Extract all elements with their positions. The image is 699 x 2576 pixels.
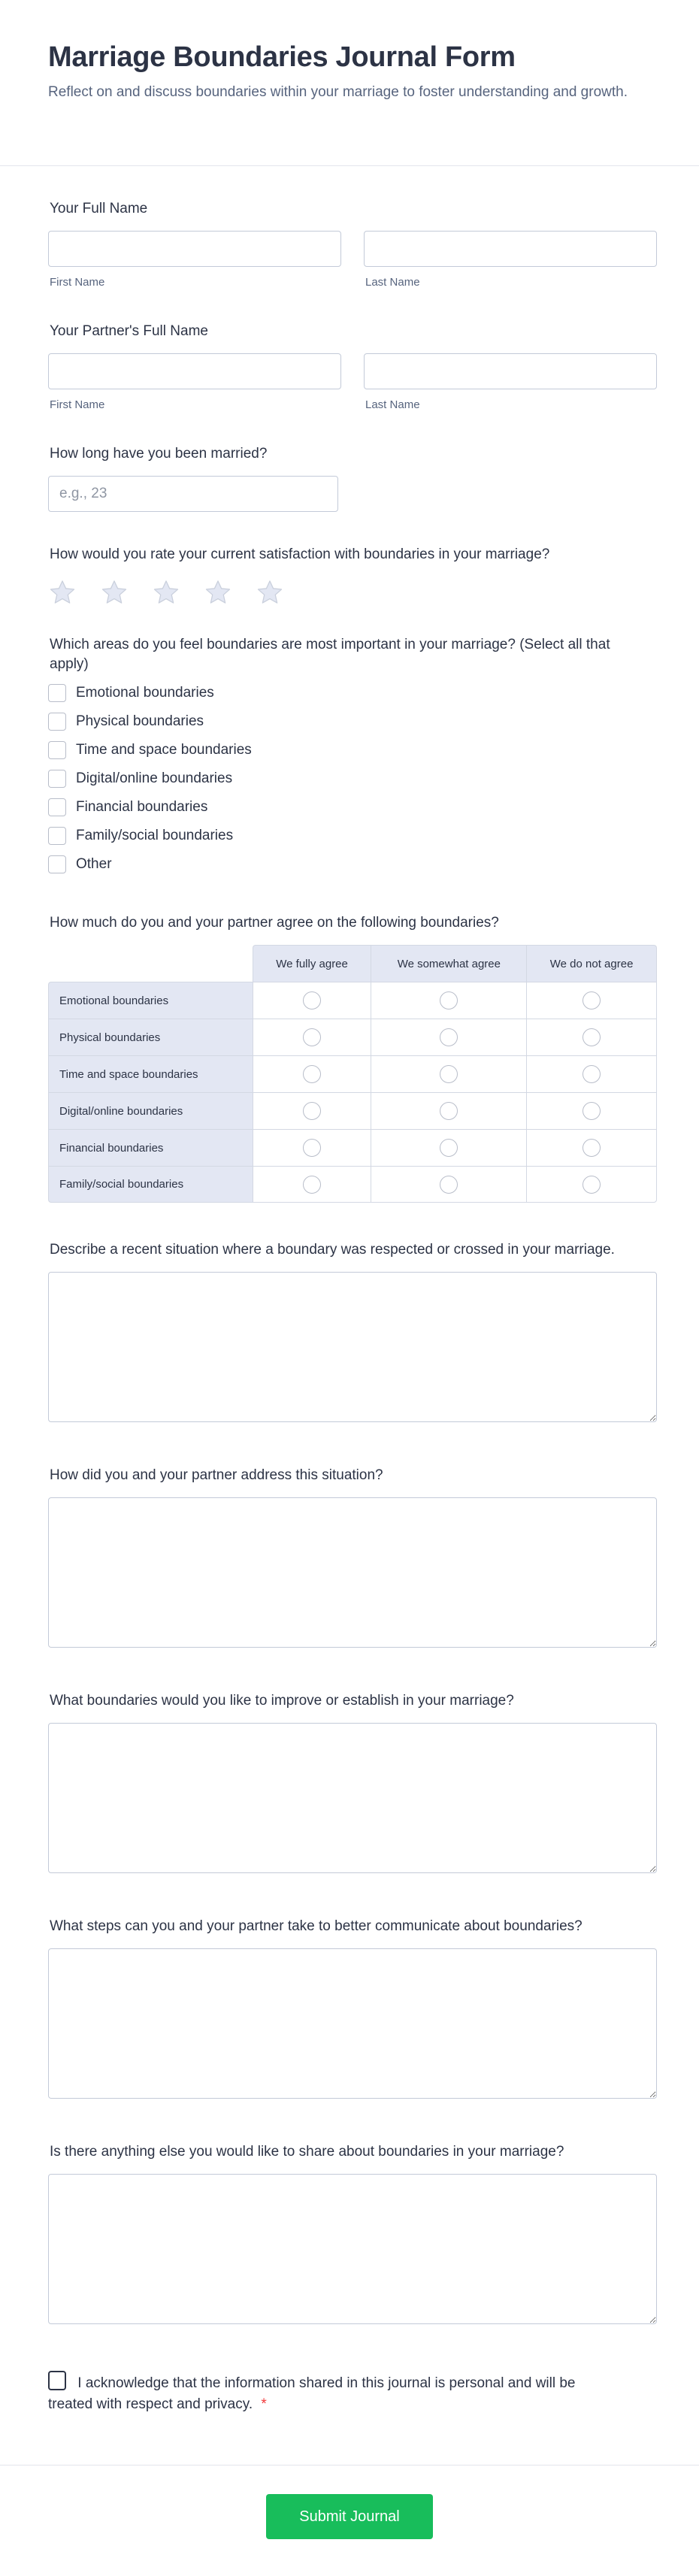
partner-name-label: Your Partner's Full Name xyxy=(50,323,208,339)
checkbox[interactable] xyxy=(48,827,66,845)
radio-button[interactable] xyxy=(582,991,601,1010)
matrix-cell xyxy=(371,1019,526,1055)
matrix-cell xyxy=(253,1055,371,1092)
checkbox-label: Time and space boundaries xyxy=(76,742,252,758)
textarea-label: How did you and your partner address this situation? xyxy=(50,1467,383,1483)
textarea-label: Describe a recent situation where a boundary was respected or crossed in your marriage. xyxy=(50,1242,615,1258)
matrix-row-header: Physical boundaries xyxy=(48,1019,253,1055)
matrix-row xyxy=(48,1019,657,1055)
matrix-cell xyxy=(253,1129,371,1166)
matrix-cell xyxy=(371,1166,526,1203)
married-duration-input[interactable] xyxy=(48,476,338,512)
matrix-cell xyxy=(253,1092,371,1129)
checkbox-option[interactable] xyxy=(48,793,657,822)
radio-button[interactable] xyxy=(303,1102,321,1120)
radio-button[interactable] xyxy=(303,1028,321,1046)
checkbox[interactable] xyxy=(48,713,66,731)
form-header xyxy=(0,0,699,166)
full-name-label: Your Full Name xyxy=(50,201,148,216)
star-outline-icon[interactable] xyxy=(152,578,180,607)
acknowledgement-text: I acknowledge that the information shared in this journal is personal and will be treated with respect and privacy. xyxy=(48,2375,576,2412)
matrix-row-header: Financial boundaries xyxy=(48,1129,253,1166)
matrix-cell xyxy=(371,1129,526,1166)
matrix-cell xyxy=(371,1055,526,1092)
radio-button[interactable] xyxy=(582,1176,601,1194)
response-textarea[interactable] xyxy=(48,1948,657,2099)
matrix-cell xyxy=(526,1129,657,1166)
checkbox[interactable] xyxy=(48,770,66,788)
matrix-row-header: Family/social boundaries xyxy=(48,1166,253,1203)
checkbox-option[interactable] xyxy=(48,736,657,764)
star-outline-icon[interactable] xyxy=(48,578,77,607)
matrix-row-header: Digital/online boundaries xyxy=(48,1092,253,1129)
acknowledgement-field xyxy=(48,2324,657,2415)
checkbox[interactable] xyxy=(48,798,66,816)
textarea-questions xyxy=(48,1203,657,2324)
textarea-label: What steps can you and your partner take to better communicate about boundaries? xyxy=(50,1918,582,1934)
checkbox[interactable] xyxy=(48,684,66,702)
agreement-matrix-label: How much do you and your partner agree on the following boundaries? xyxy=(50,915,499,931)
radio-button[interactable] xyxy=(440,991,458,1010)
matrix-row xyxy=(48,1166,657,1203)
checkbox-label: Emotional boundaries xyxy=(76,685,214,701)
first-name-input[interactable] xyxy=(48,231,341,267)
checkbox-option[interactable] xyxy=(48,764,657,793)
matrix-row-header: Time and space boundaries xyxy=(48,1055,253,1092)
agreement-matrix-field xyxy=(48,879,657,1203)
star-outline-icon[interactable] xyxy=(100,578,129,607)
checkbox[interactable] xyxy=(48,855,66,873)
satisfaction-label: How would you rate your current satisfaction with boundaries in your marriage? xyxy=(50,546,550,562)
radio-button[interactable] xyxy=(582,1065,601,1083)
partner-first-name-input[interactable] xyxy=(48,353,341,389)
star-rating xyxy=(48,578,657,607)
radio-button[interactable] xyxy=(303,991,321,1010)
matrix-cell xyxy=(526,1166,657,1203)
radio-button[interactable] xyxy=(303,1139,321,1157)
radio-button[interactable] xyxy=(440,1028,458,1046)
acknowledgement-checkbox[interactable] xyxy=(48,2371,66,2390)
star-outline-icon[interactable] xyxy=(204,578,232,607)
form-body xyxy=(0,166,699,2415)
matrix-cell xyxy=(526,982,657,1019)
response-textarea[interactable] xyxy=(48,1272,657,1422)
radio-button[interactable] xyxy=(440,1176,458,1194)
checkbox-label: Digital/online boundaries xyxy=(76,770,233,786)
checkbox-option[interactable] xyxy=(48,679,657,707)
checkbox-option[interactable] xyxy=(48,707,657,736)
matrix-cell xyxy=(253,1166,371,1203)
partner-last-name-sublabel: Last Name xyxy=(365,398,420,411)
response-textarea[interactable] xyxy=(48,1723,657,1873)
form-footer xyxy=(0,2465,699,2576)
matrix-cell xyxy=(526,1092,657,1129)
textarea-label: What boundaries would you like to improve or establish in your marriage? xyxy=(50,1693,514,1709)
married-duration-label: How long have you been married? xyxy=(50,446,268,462)
matrix-cell xyxy=(526,1055,657,1092)
checkbox-label: Other xyxy=(76,856,112,872)
matrix-cell xyxy=(253,1019,371,1055)
matrix-row xyxy=(48,982,657,1019)
important-areas-label: Which areas do you feel boundaries are most important in your marriage? (Select all that apply) xyxy=(50,637,610,672)
partner-name-field xyxy=(48,289,657,411)
matrix-column-header: We somewhat agree xyxy=(371,945,526,982)
page-title: Marriage Boundaries Journal Form xyxy=(48,41,516,73)
radio-button[interactable] xyxy=(582,1028,601,1046)
radio-button[interactable] xyxy=(582,1102,601,1120)
matrix-row-header: Emotional boundaries xyxy=(48,982,253,1019)
required-asterisk: * xyxy=(261,2396,267,2412)
submit-button[interactable]: Submit Journal xyxy=(266,2494,433,2539)
matrix-row xyxy=(48,1055,657,1092)
checkbox-label: Financial boundaries xyxy=(76,799,208,815)
matrix-cell xyxy=(371,1092,526,1129)
checkbox-label: Family/social boundaries xyxy=(76,828,234,843)
matrix-cell xyxy=(253,982,371,1019)
matrix-corner xyxy=(48,945,253,982)
checkbox-label: Physical boundaries xyxy=(76,713,204,729)
radio-button[interactable] xyxy=(582,1139,601,1157)
textarea-question xyxy=(48,2099,657,2324)
textarea-question xyxy=(48,1873,657,2099)
checkbox[interactable] xyxy=(48,741,66,759)
radio-button[interactable] xyxy=(440,1102,458,1120)
satisfaction-field xyxy=(48,512,657,607)
radio-button[interactable] xyxy=(303,1065,321,1083)
radio-button[interactable] xyxy=(440,1139,458,1157)
response-textarea[interactable] xyxy=(48,2174,657,2324)
textarea-question xyxy=(48,1203,657,1422)
partner-first-name-sublabel: First Name xyxy=(50,398,105,411)
star-outline-icon[interactable] xyxy=(256,578,284,607)
radio-button[interactable] xyxy=(440,1065,458,1083)
textarea-question xyxy=(48,1648,657,1873)
agreement-matrix xyxy=(48,945,657,1203)
important-areas-field xyxy=(48,607,657,879)
matrix-cell xyxy=(526,1019,657,1055)
matrix-column-header: We do not agree xyxy=(526,945,657,982)
first-name-sublabel: First Name xyxy=(50,276,105,289)
acknowledgement-row xyxy=(48,2371,597,2415)
partner-last-name-input[interactable] xyxy=(364,353,657,389)
full-name-field xyxy=(48,166,657,289)
textarea-question xyxy=(48,1422,657,1648)
textarea-label: Is there anything else you would like to share about boundaries in your marriage? xyxy=(50,2144,564,2160)
matrix-column-header: We fully agree xyxy=(253,945,371,982)
page-subtitle: Reflect on and discuss boundaries within your marriage to foster understanding and growth. xyxy=(48,84,628,100)
response-textarea[interactable] xyxy=(48,1497,657,1648)
last-name-sublabel: Last Name xyxy=(365,276,420,289)
matrix-row xyxy=(48,1092,657,1129)
important-areas-options xyxy=(48,679,657,879)
last-name-input[interactable] xyxy=(364,231,657,267)
matrix-row xyxy=(48,1129,657,1166)
checkbox-option[interactable] xyxy=(48,822,657,850)
checkbox-option[interactable] xyxy=(48,850,657,879)
married-duration-field xyxy=(48,411,657,512)
radio-button[interactable] xyxy=(303,1176,321,1194)
matrix-cell xyxy=(371,982,526,1019)
